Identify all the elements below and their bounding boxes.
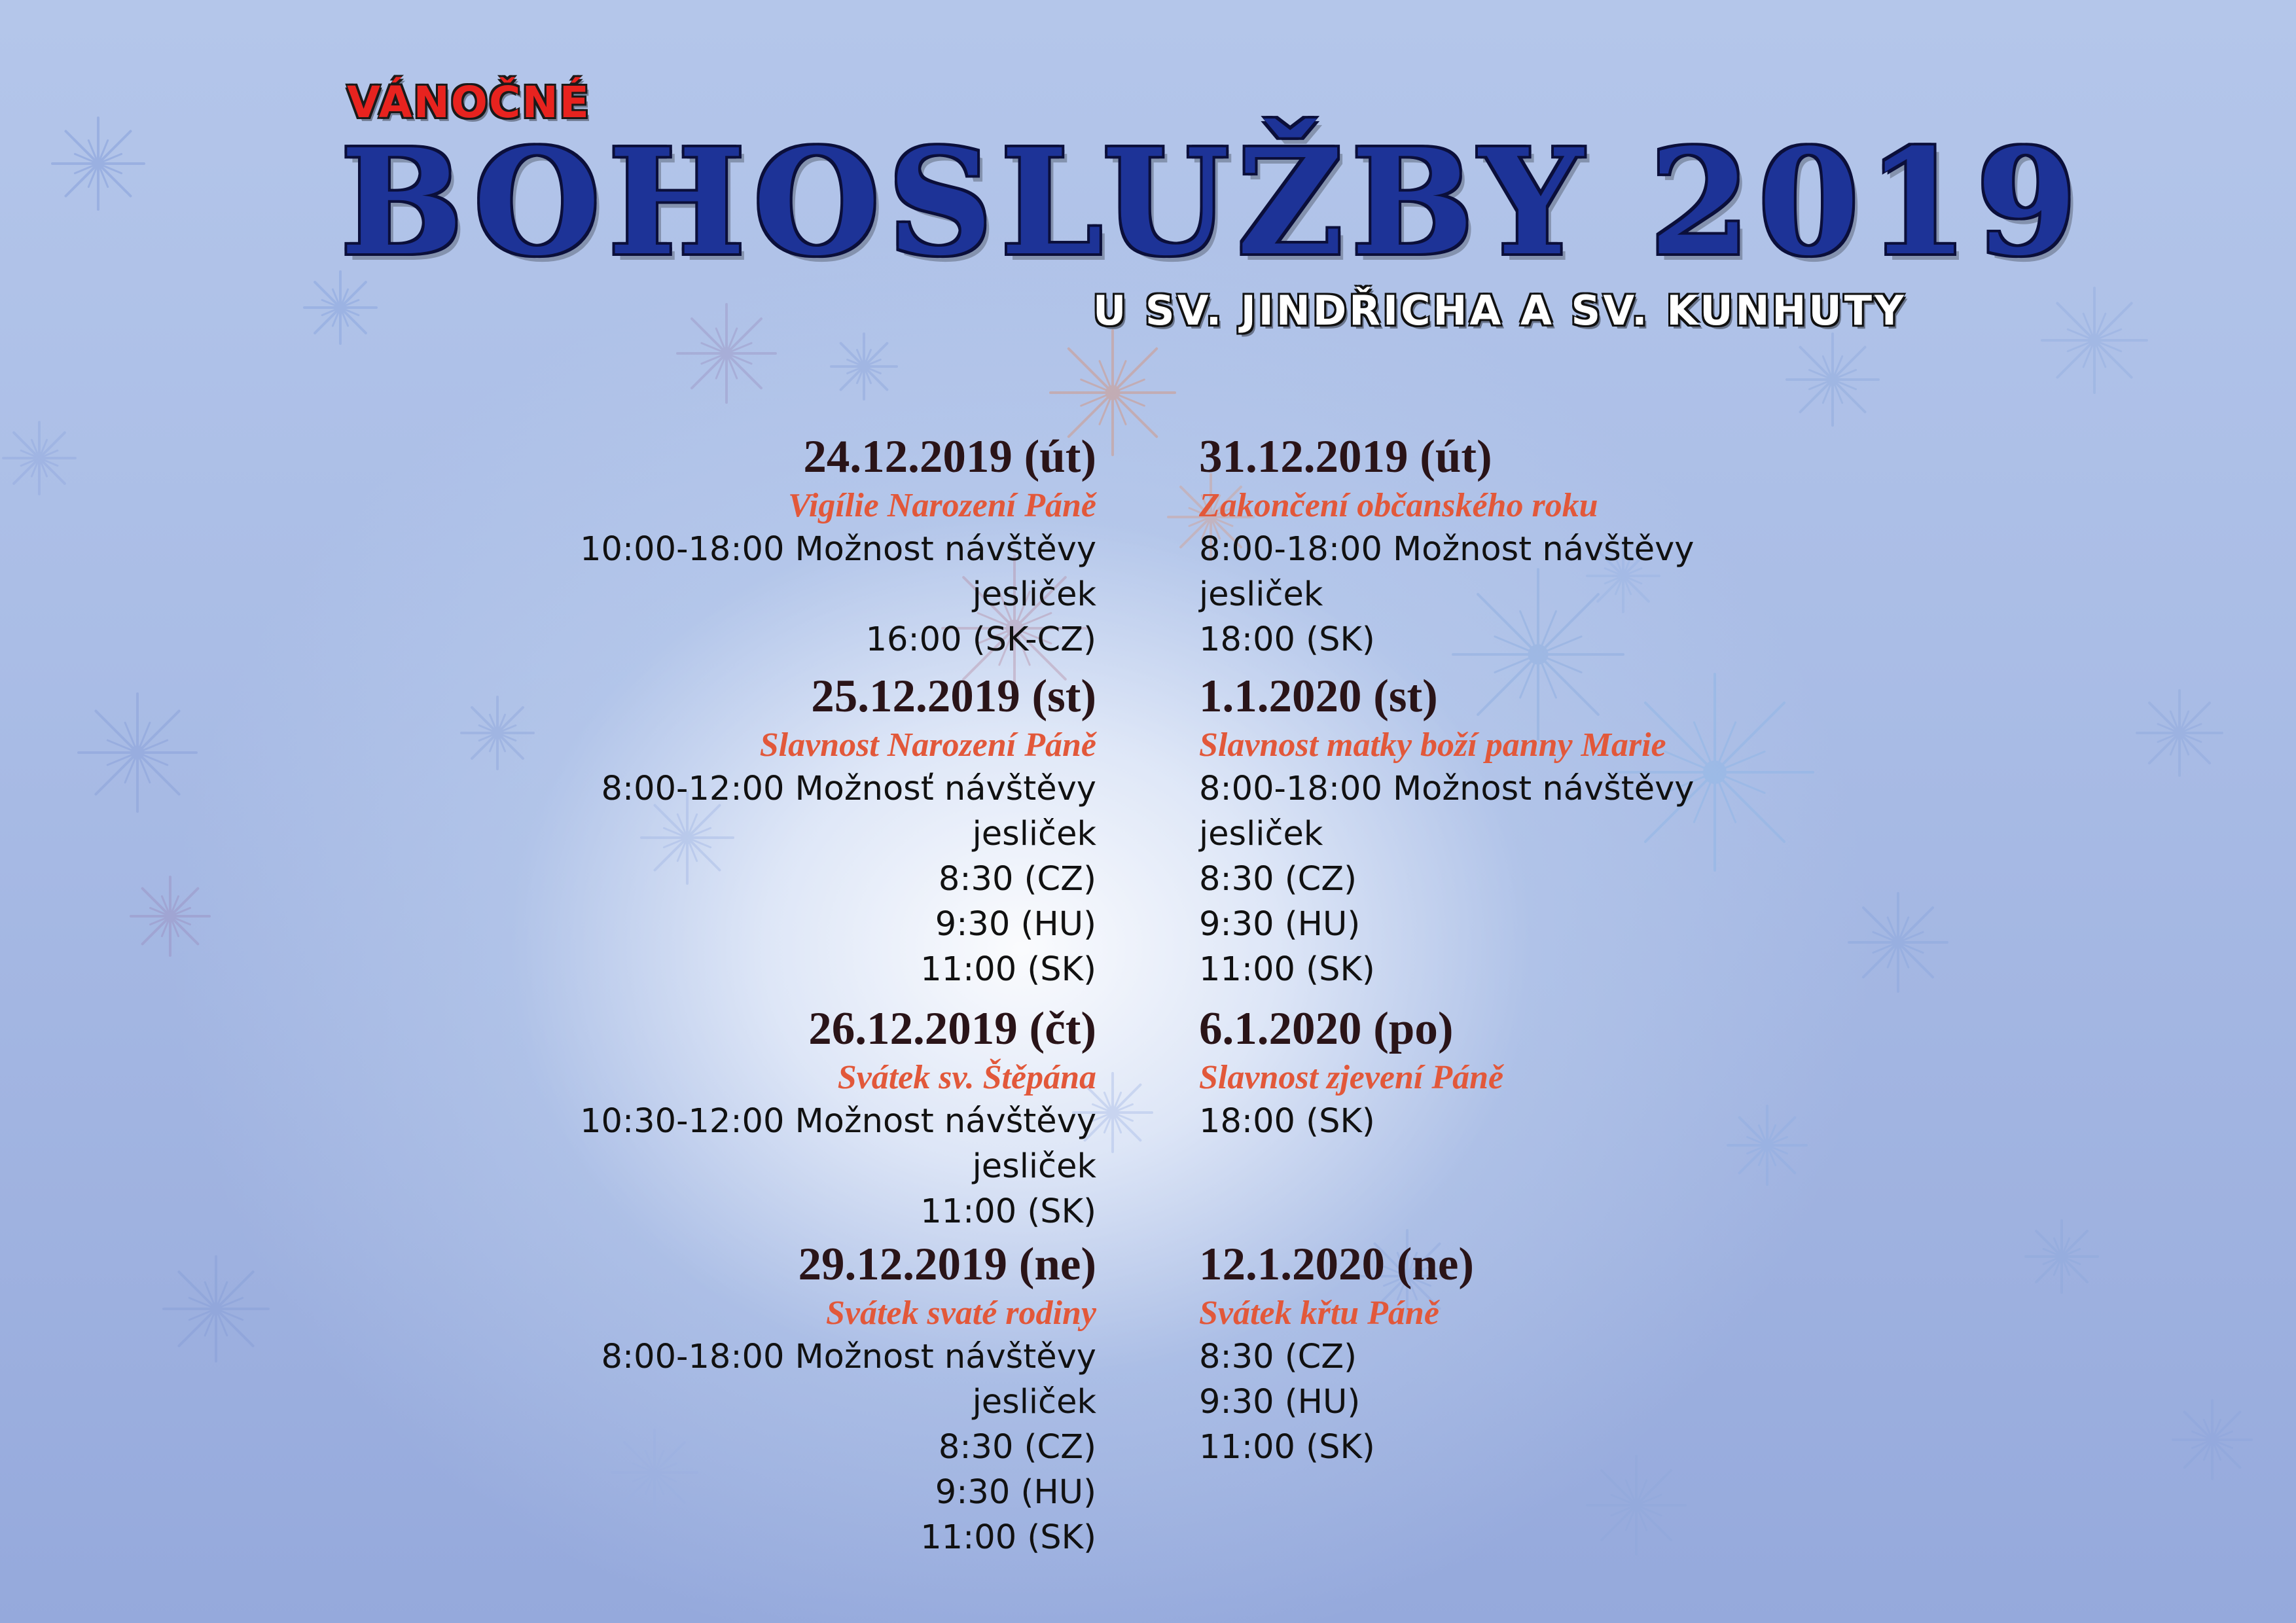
pre-title: VÁNOČNÉ — [347, 77, 590, 128]
day-block — [475, 1236, 1096, 1560]
feast-name: Slavnost zjevení Páně — [1199, 1059, 1504, 1096]
day-date: 25.12.2019 (st) — [811, 671, 1096, 722]
day-date: 12.1.2020 (ne) — [1199, 1239, 1475, 1290]
service-time: 8:00-18:00 Možnost návštěvy jesliček — [1199, 530, 1695, 614]
service-time: 8:00-18:00 Možnost návštěvy jesliček — [1199, 770, 1695, 853]
snowflake-icon — [1849, 893, 1947, 991]
day-date: 6.1.2020 (po) — [1199, 1003, 1454, 1054]
snowflake-icon — [2137, 690, 2222, 776]
feast-name: Svátek křtu Páně — [1199, 1294, 1439, 1332]
service-time: 9:30 (HU) — [935, 905, 1096, 944]
day-date: 26.12.2019 (čt) — [808, 1003, 1096, 1054]
service-time: 8:00-12:00 Možnosť návštěvy jesliček — [601, 770, 1096, 853]
service-time: 9:30 (HU) — [935, 1473, 1096, 1512]
feast-name: Slavnost Narození Páně — [759, 726, 1096, 764]
feast-name: Slavnost matky boží panny Marie — [1199, 726, 1666, 764]
day-date: 29.12.2019 (ne) — [798, 1239, 1096, 1290]
main-title: BOHOSLUŽBY 2019 — [340, 118, 2085, 288]
service-time: 11:00 (SK) — [1199, 1428, 1375, 1467]
snowflake-icon — [3, 422, 75, 494]
day-date: 31.12.2019 (út) — [1199, 431, 1492, 482]
snowflake-icon — [79, 694, 196, 812]
feast-name: Svátek svaté rodiny — [825, 1294, 1096, 1332]
day-block — [1199, 1001, 1821, 1144]
service-time: 10:00-18:00 Možnost návštěvy jesliček — [580, 530, 1096, 614]
day-block — [475, 1001, 1096, 1234]
poster-header — [0, 0, 2296, 366]
subtitle: U SV. JINDŘICHA A SV. KUNHUTY — [1093, 287, 1907, 334]
snowflake-icon — [2173, 1400, 2251, 1479]
service-time: 9:30 (HU) — [1199, 905, 1361, 944]
day-block — [1199, 1236, 1821, 1470]
snowflake-icon — [2026, 1221, 2098, 1293]
service-time: 18:00 (SK) — [1199, 1102, 1375, 1141]
service-time: 8:00-18:00 Možnost návštěvy jesliček — [601, 1338, 1096, 1421]
service-time: 10:30-12:00 Možnost návštěvy jesliček — [580, 1102, 1096, 1186]
service-time: 8:30 (CZ) — [1199, 1338, 1357, 1376]
service-time: 11:00 (SK) — [920, 950, 1096, 989]
feast-name: Zakončení občanského roku — [1199, 487, 1598, 524]
day-date: 1.1.2020 (st) — [1199, 671, 1438, 722]
service-time: 9:30 (HU) — [1199, 1383, 1361, 1421]
feast-name: Vigílie Narození Páně — [788, 487, 1096, 524]
service-time: 11:00 (SK) — [1199, 950, 1375, 989]
day-block — [475, 668, 1096, 992]
service-time: 8:30 (CZ) — [938, 1428, 1096, 1467]
day-block — [475, 429, 1096, 662]
day-block — [1199, 429, 1821, 662]
service-time: 8:30 (CZ) — [938, 860, 1096, 899]
snowflake-icon — [164, 1257, 268, 1361]
service-time: 18:00 (SK) — [1199, 620, 1375, 659]
service-time: 16:00 (SK-CZ) — [865, 620, 1096, 659]
service-time: 11:00 (SK) — [920, 1192, 1096, 1231]
snowflake-icon — [131, 877, 209, 955]
day-block — [1199, 668, 1821, 992]
day-date: 24.12.2019 (út) — [803, 431, 1096, 482]
service-time: 8:30 (CZ) — [1199, 860, 1357, 899]
snowflake-icon — [1587, 1456, 1685, 1554]
feast-name: Svátek sv. Štěpána — [837, 1059, 1096, 1096]
service-time: 11:00 (SK) — [920, 1518, 1096, 1557]
